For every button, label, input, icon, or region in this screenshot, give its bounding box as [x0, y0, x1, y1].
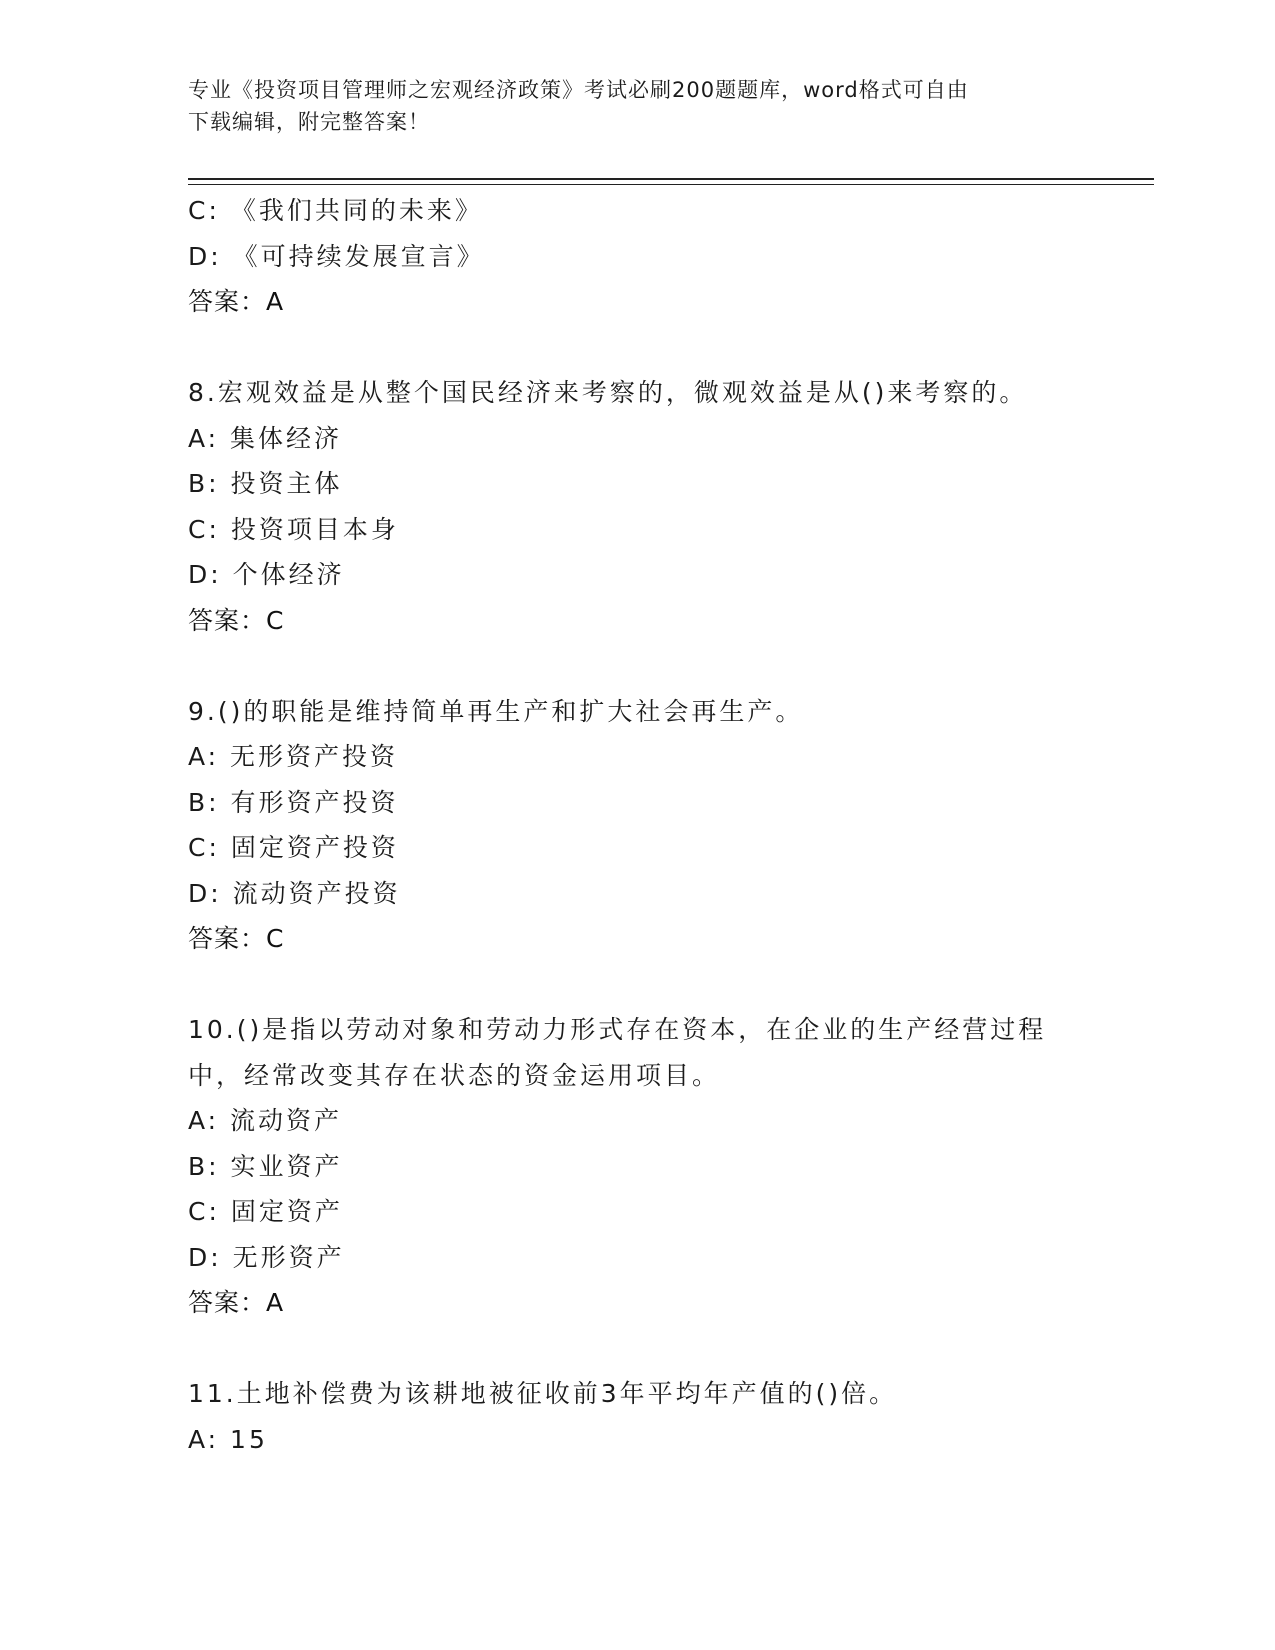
option-d: D: 流动资产投资	[188, 878, 401, 908]
header-divider-thick	[188, 178, 1154, 180]
question-stem: 11.土地补偿费为该耕地被征收前3年平均年产值的()倍。	[188, 1379, 898, 1408]
header-divider-thin	[188, 184, 1154, 185]
option-c: C: 《我们共同的未来》	[188, 196, 483, 225]
header-line-2: 下载编辑，附完整答案！	[188, 110, 430, 134]
option-c: C: 固定资产投资	[188, 833, 399, 862]
option-c: C: 投资项目本身	[188, 514, 399, 544]
question-stem-line-2: 中，经常改变其存在状态的资金运用项目。	[188, 1060, 721, 1090]
option-a: A: 集体经济	[188, 423, 343, 453]
answer-text: 答案：C	[188, 605, 285, 635]
option-d: D: 无形资产	[188, 1242, 345, 1272]
question-8	[188, 370, 1148, 643]
option-b: B: 投资主体	[188, 469, 343, 498]
document-header	[188, 74, 1088, 138]
question-10	[188, 1007, 1148, 1326]
answer-text: 答案：A	[188, 287, 285, 316]
question-stem-line-1: 10.()是指以劳动对象和劳动力形式存在资本，在企业的生产经营过程	[188, 1015, 1047, 1044]
option-a: A: 无形资产投资	[188, 742, 399, 771]
answer-text: 答案：C	[188, 924, 285, 953]
option-d: D: 个体经济	[188, 560, 345, 589]
question-stem: 9.()的职能是维持简单再生产和扩大社会再生产。	[188, 696, 804, 726]
option-b: B: 有形资产投资	[188, 787, 399, 817]
question-9	[188, 689, 1148, 962]
option-a: A: 15	[188, 1424, 268, 1454]
option-d: D: 《可持续发展宣言》	[188, 241, 485, 271]
question-7-continued	[188, 188, 1148, 325]
question-stem: 8.宏观效益是从整个国民经济来考察的，微观效益是从()来考察的。	[188, 378, 1028, 407]
answer-text: 答案：A	[188, 1288, 285, 1317]
spacer	[188, 325, 1148, 371]
spacer	[188, 962, 1148, 1008]
header-line-1: 专业《投资项目管理师之宏观经济政策》考试必刷200题题库，word格式可自由	[188, 78, 969, 102]
option-c: C: 固定资产	[188, 1197, 343, 1226]
option-a: A: 流动资产	[188, 1106, 343, 1135]
option-b: B: 实业资产	[188, 1151, 343, 1181]
spacer	[188, 1326, 1148, 1372]
question-11	[188, 1371, 1148, 1462]
spacer	[188, 643, 1148, 689]
question-list	[188, 188, 1148, 1462]
